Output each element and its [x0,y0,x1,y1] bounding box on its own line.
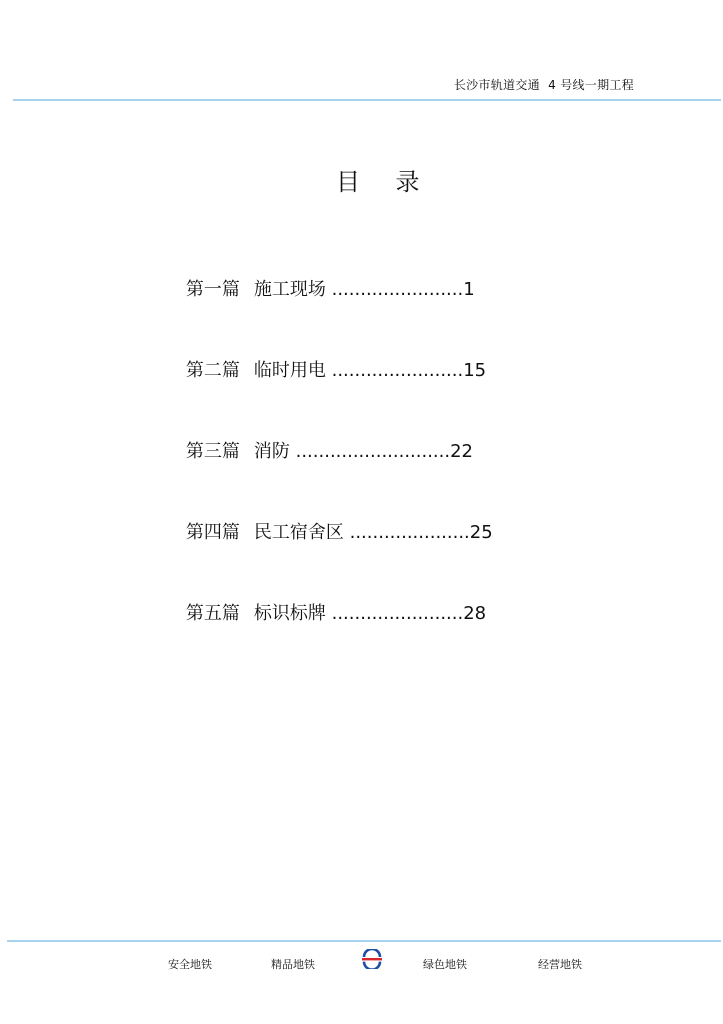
toc-entry[interactable] [163,248,493,329]
toc-entry[interactable] [163,410,493,491]
toc-entry-title: 民工宿舍区 [253,522,344,543]
toc-title: 目 录 [336,168,421,196]
header-divider [13,99,721,101]
footer-slogan-green: 绿色地铁 [423,958,467,971]
toc-entry-leader: ..................... [343,522,470,543]
footer-slogan-safety: 安全地铁 [168,958,212,971]
toc-entry-part: 第二篇 [185,360,240,381]
toc-entry-part: 第四篇 [185,522,240,543]
toc-entry-title: 标识标牌 [253,603,326,624]
toc-entry[interactable] [163,329,493,410]
toc-entry-page: 25 [469,522,493,543]
footer-slogan-quality: 精品地铁 [271,958,315,971]
toc-entry-leader: ....................... [325,279,464,300]
toc-entry[interactable] [163,572,493,653]
toc-entry-part: 第五篇 [185,603,240,624]
toc-entry[interactable] [163,491,493,572]
footer-divider [7,940,721,942]
toc-entry-page: 15 [463,360,487,381]
toc-entry-title: 消防 [253,441,290,462]
metro-logo-icon [361,949,383,969]
toc-entry-page: 22 [450,441,474,462]
header-project-title: 长沙市轨道交通 4 号线一期工程 [453,78,634,92]
toc-entry-leader: ....................... [325,603,464,624]
toc-entry-page: 1 [463,279,475,300]
toc-entry-title: 施工现场 [253,279,326,300]
toc-entry-leader: ....................... [325,360,464,381]
footer-slogan-operation: 经营地铁 [538,958,582,971]
toc-entry-part: 第三篇 [185,441,240,462]
toc-entry-page: 28 [463,603,487,624]
toc-list [163,248,493,653]
toc-entry-title: 临时用电 [253,360,326,381]
toc-entry-part: 第一篇 [185,279,240,300]
toc-entry-leader: ........................... [289,441,451,462]
